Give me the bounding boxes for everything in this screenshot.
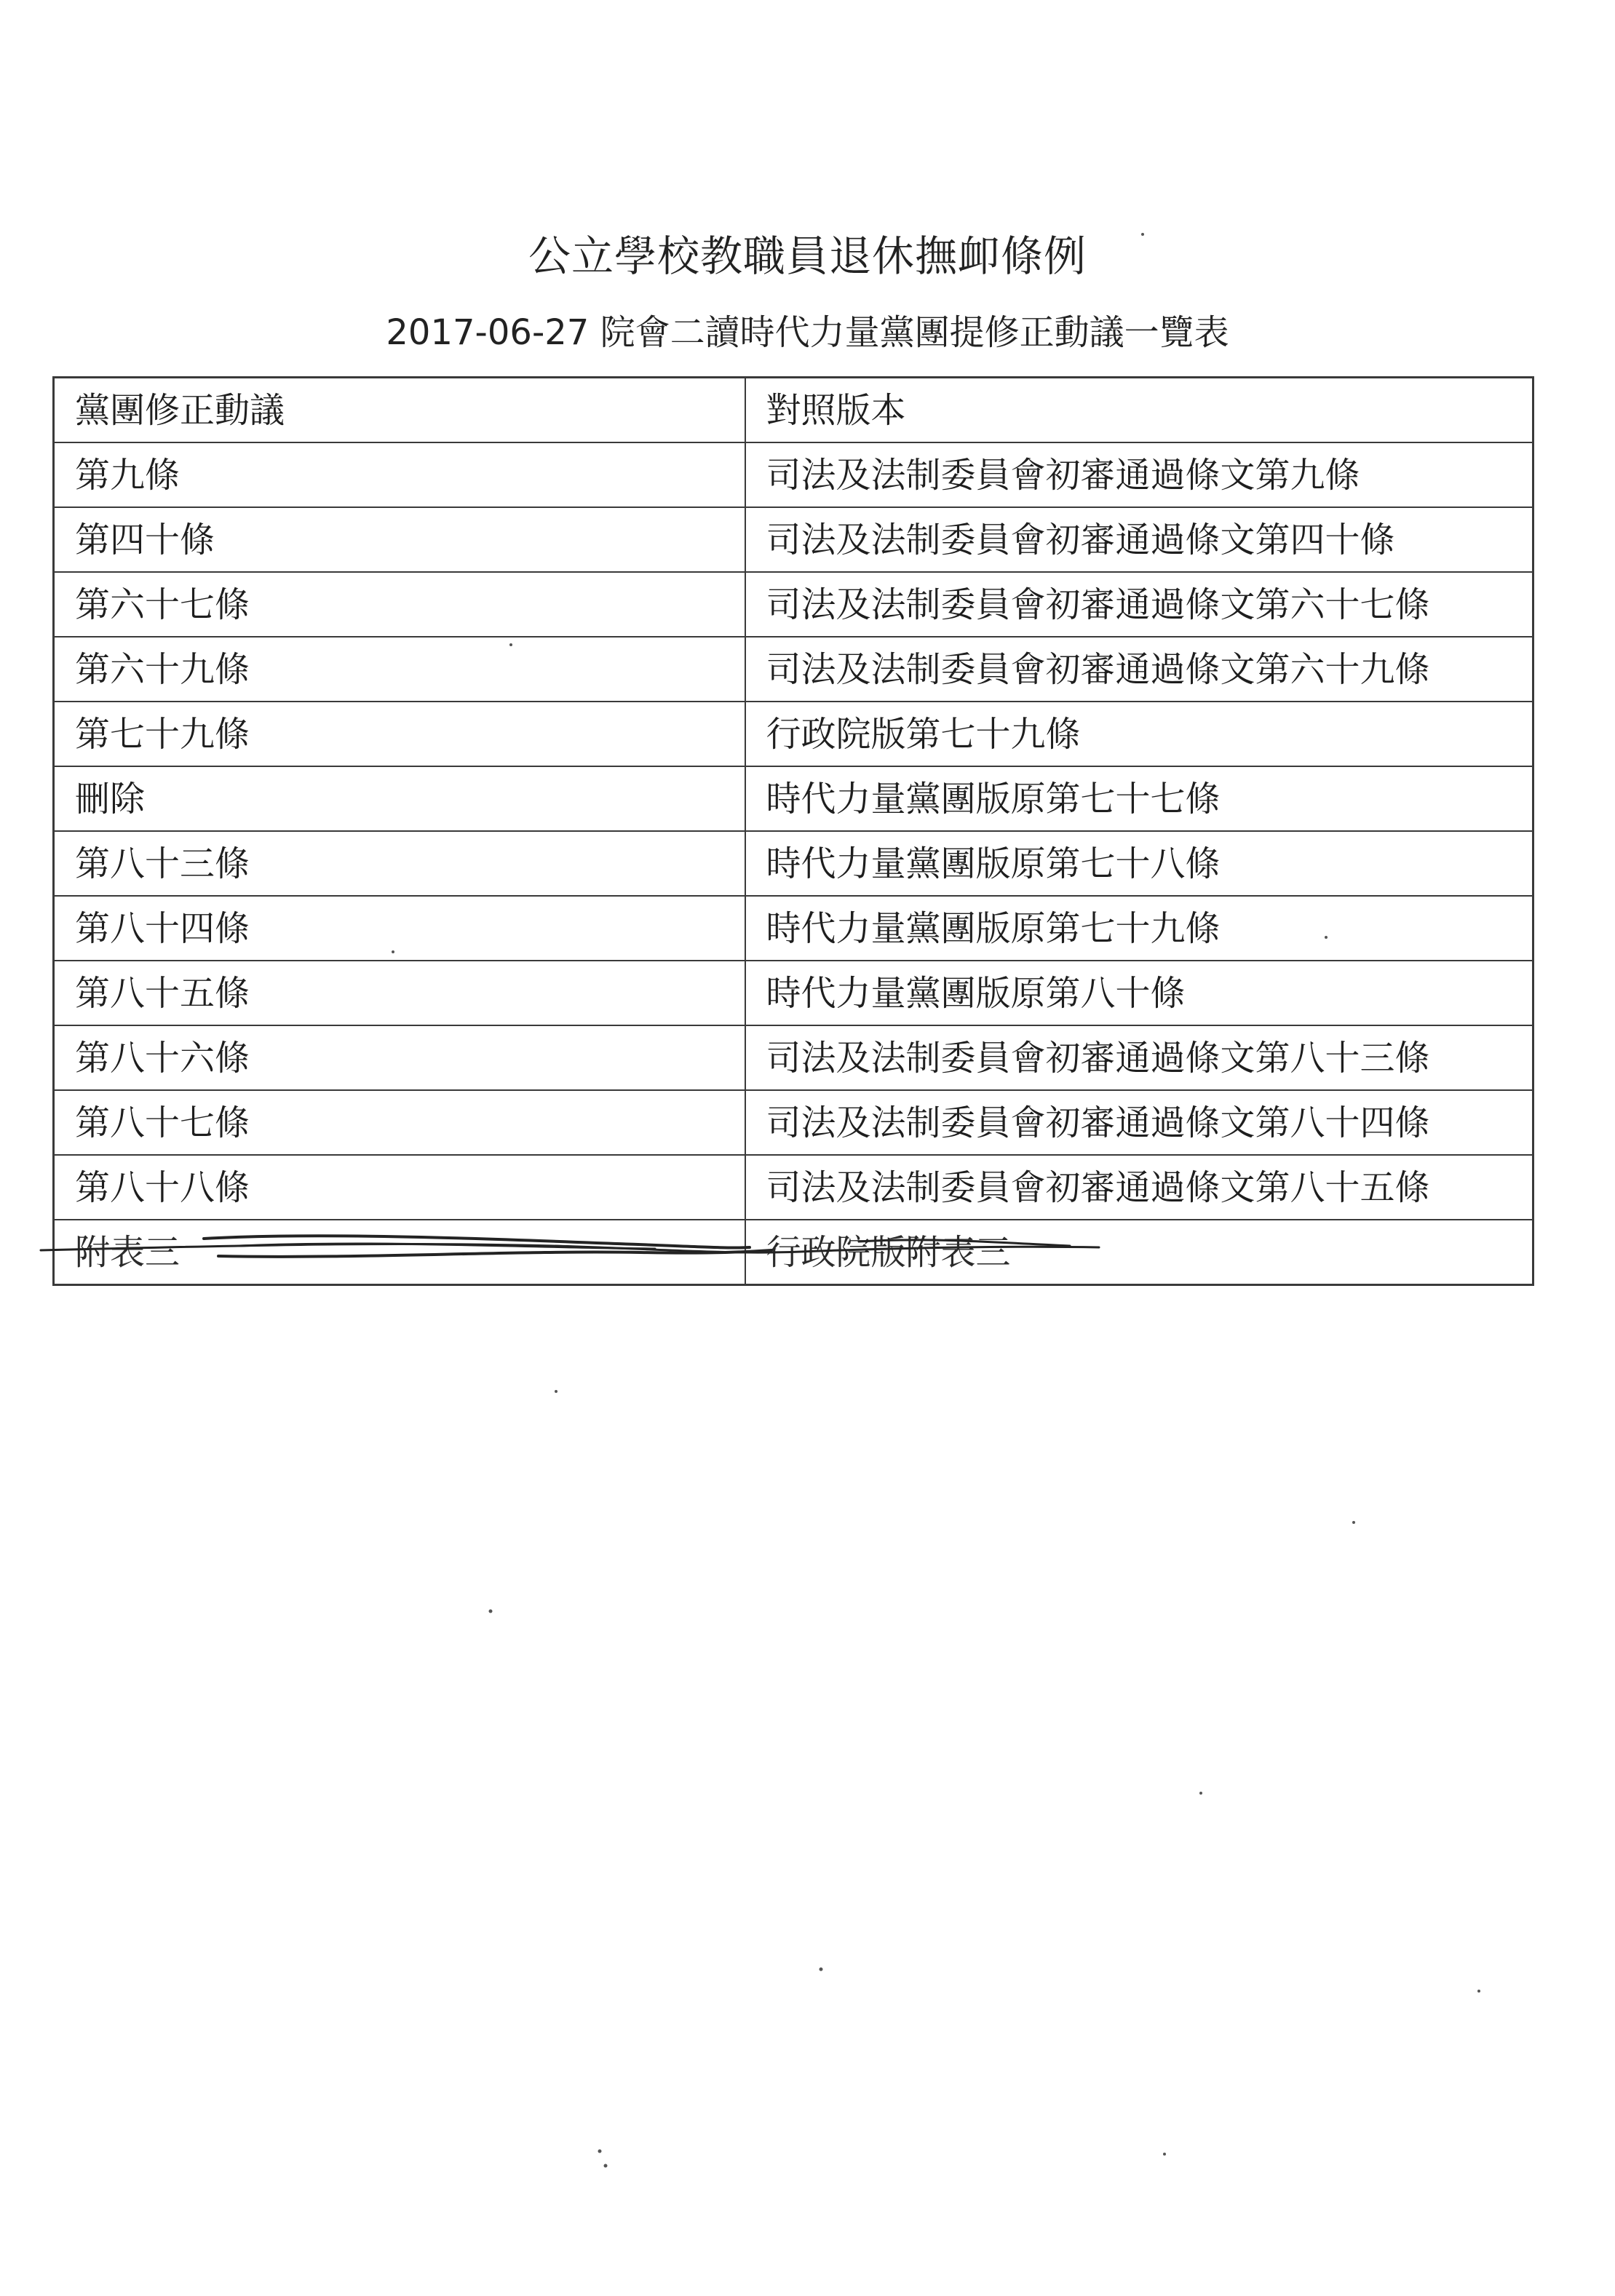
reference-cell: 司法及法制委員會初審通過條文第四十條 — [745, 507, 1533, 572]
reference-cell: 時代力量黨團版原第七十九條 — [745, 896, 1533, 961]
motion-cell: 刪除 — [54, 766, 745, 831]
motion-cell: 第四十條 — [54, 507, 745, 572]
table-header-row — [54, 378, 1533, 443]
motion-cell: 第八十三條 — [54, 831, 745, 896]
motion-cell: 第九條 — [54, 442, 745, 507]
table-row — [54, 1090, 1533, 1155]
motion-cell: 第八十八條 — [54, 1155, 745, 1220]
reference-cell: 時代力量黨團版原第八十條 — [745, 961, 1533, 1025]
table-row-struck — [54, 1220, 1533, 1285]
document-subtitle: 2017-06-27 院會二讀時代力量黨團提修正動議一覽表 — [386, 312, 1229, 353]
reference-cell: 司法及法制委員會初審通過條文第八十四條 — [745, 1090, 1533, 1155]
reference-cell: 司法及法制委員會初審通過條文第六十七條 — [745, 572, 1533, 637]
table-row — [54, 1025, 1533, 1090]
table-row — [54, 702, 1533, 766]
amendment-table — [52, 376, 1534, 1286]
reference-cell: 行政院版附表三 — [745, 1220, 1533, 1285]
reference-cell: 司法及法制委員會初審通過條文第八十五條 — [745, 1155, 1533, 1220]
amendment-table-container — [52, 376, 1534, 1286]
motion-cell: 附表三 — [54, 1220, 745, 1285]
table-row — [54, 637, 1533, 702]
table-row — [54, 572, 1533, 637]
motion-cell: 第八十五條 — [54, 961, 745, 1025]
motion-cell: 第六十九條 — [54, 637, 745, 702]
reference-cell: 司法及法制委員會初審通過條文第九條 — [745, 442, 1533, 507]
motion-cell: 第六十七條 — [54, 572, 745, 637]
table-row — [54, 442, 1533, 507]
table-row — [54, 1155, 1533, 1220]
reference-cell: 時代力量黨團版原第七十八條 — [745, 831, 1533, 896]
table-row — [54, 507, 1533, 572]
motion-cell: 第八十四條 — [54, 896, 745, 961]
reference-cell: 司法及法制委員會初審通過條文第八十三條 — [745, 1025, 1533, 1090]
table-row — [54, 766, 1533, 831]
motion-cell: 第七十九條 — [54, 702, 745, 766]
table-row — [54, 831, 1533, 896]
reference-cell: 時代力量黨團版原第七十七條 — [745, 766, 1533, 831]
column-header-reference: 對照版本 — [745, 378, 1533, 443]
motion-cell: 第八十六條 — [54, 1025, 745, 1090]
table-row — [54, 961, 1533, 1025]
reference-cell: 行政院版第七十九條 — [745, 702, 1533, 766]
reference-cell: 司法及法制委員會初審通過條文第六十九條 — [745, 637, 1533, 702]
table-row — [54, 896, 1533, 961]
motion-cell: 第八十七條 — [54, 1090, 745, 1155]
column-header-motion: 黨團修正動議 — [54, 378, 745, 443]
document-title: 公立學校教職員退休撫卹條例 — [528, 231, 1087, 281]
